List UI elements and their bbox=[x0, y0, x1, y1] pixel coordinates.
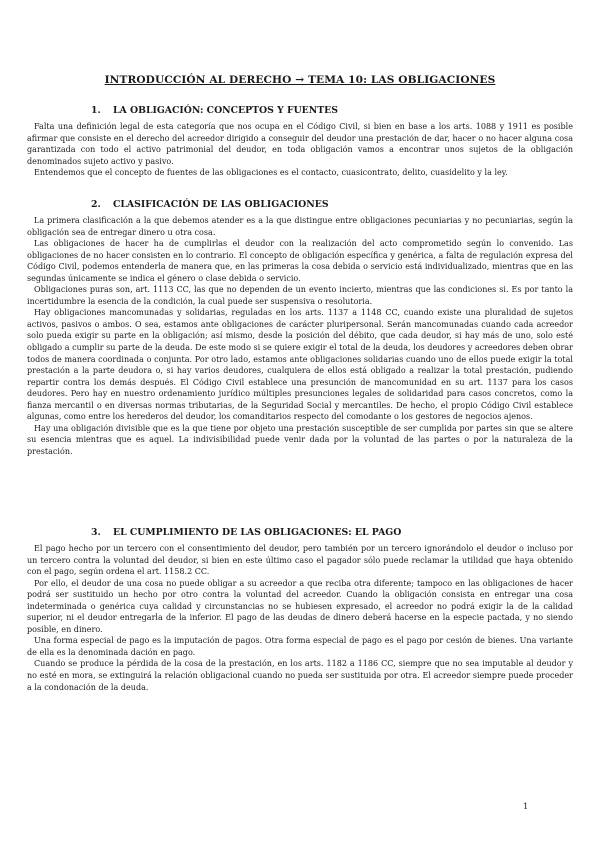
section-heading-2 bbox=[91, 199, 329, 210]
paragraph: La primera clasificación a la que debemos atender es a la que distingue entre obligaciones pecuniarias y no pecuniarias, según la obligación sea de entregar dinero u otra cosa. bbox=[27, 216, 573, 237]
paragraph: Entendemos que el concepto de fuentes de las obligaciones es el contacto, cuasicontrato, delito, cuasidelito y la ley. bbox=[34, 168, 508, 178]
paragraph: Cuando se produce la pérdida de la cosa de la prestación, en los arts. 1182 a 1186 CC, siempre que no sea imputable al deudor y no esté en mora, se extinguirá la relación obligacional cuando no pueda ser sustituida por otra. El acreedor siempre puede proceder a la condonación de la deuda. bbox=[27, 659, 573, 692]
section-number: 3. bbox=[91, 527, 101, 538]
paragraph: Obligaciones puras son, art. 1113 CC, las que no dependen de un evento incierto, mientras que las condiciones si. Es por tanto la incertidumbre la esencia de la condición, la cual puede ser suspensiva o resolutoria. bbox=[27, 285, 573, 306]
section-heading-text: CLASIFICACIÓN DE LAS OBLIGACIONES bbox=[113, 199, 329, 210]
section-heading-3 bbox=[91, 527, 401, 538]
section-heading-text: LA OBLIGACIÓN: CONCEPTOS Y FUENTES bbox=[113, 105, 338, 116]
paragraph: Una forma especial de pago es la imputación de pagos. Otra forma especial de pago es el pago por cesión de bienes. Una variante de ella es la denominada dación en pago. bbox=[27, 636, 573, 657]
paragraph: El pago hecho por un tercero con el consentimiento del deudor, pero también por un tercero ignorándolo el deudor o incluso por un tercero contra la voluntad del deudor, si bien en este último caso el pagador sólo puede reclamar la utilidad que haya obtenido con el pago, según ordena el art. 1158.2 CC. bbox=[27, 544, 573, 577]
section-number: 2. bbox=[91, 199, 101, 210]
page-number: 1 bbox=[523, 801, 529, 811]
section-number: 1. bbox=[91, 105, 101, 116]
paragraph: Falta una definición legal de esta categoría que nos ocupa en el Código Civil, si bien en base a los arts. 1088 y 1911 es posible afirmar que consiste en el derecho del acreedor dirigido a conseguir del deudor una prestación de dar, hacer o no hacer alguna cosa garantizada con todo el activo patrimonial del deudor, en toda obligación vamos a encontrar unos sujetos de la obligación denominados sujeto activo y pasivo. bbox=[27, 122, 573, 166]
paragraph: Hay una obligación divisible que es la que tiene por objeto una prestación susceptible de ser cumplida por partes sin que se altere su esencia mientras que es aquel. La indivisibilidad puede venir dada por la voluntad de las partes o por la naturaleza de la prestación. bbox=[27, 423, 573, 456]
paragraph: Por ello, el deudor de una cosa no puede obligar a su acreedor a que reciba otra diferente; tampoco en las obligaciones de hacer podrá ser sustituido un hecho por otro contra la voluntad del acreedor. Cuando la obligación consista en entregar una cosa indeterminada o genérica cuya calidad y circunstancias no se hubiesen expresado, el acreedor no podrá exigir la de la calidad superior, ni el deudor entregarla de la inferior. El pago de las deudas de dinero deberá hacerse en la especie pactada, y no siendo posible, en dinero. bbox=[27, 578, 573, 634]
page-title: INTRODUCCIÓN AL DERECHO → TEMA 10: LAS OBLIGACIONES bbox=[104, 74, 496, 86]
section-2-body bbox=[27, 215, 573, 457]
paragraph: Hay obligaciones mancomunadas y solidarias, reguladas en los arts. 1137 a 1148 CC, cuando existe una pluralidad de sujetos activos, pasivos o ambos. O sea, estamos ante obligaciones de carácter pluripersonal. Serán mancomunadas cuando cada acreedor solo pueda exigir su parte en la obligación; así mismo, desde la posición del débito, que cada deudor, si hay más de uno, solo esté obligado a cumplir su parte de la deuda. De este modo si se quiere exigir el total de la deuda, los deudores y acreedores deben obrar todos de manera coordinada o conjunta. Por otro lado, estamos ante obligaciones solidarias cuando uno de ellos puede exigir la total prestación a la parte deudora o, si hay varios deudores, cualquiera de ellos está obligado a realizar la total prestación, pudiendo repartir contra los demás después. El Código Civil establece una presunción de mancomunidad en su art. 1137 para los casos deudores. Pero hay en nuestro ordenamiento jurídico múltiples presunciones legales de solidaridad para casos concretos, como la fianza mercantil o en diversas normas tributarias, de la Seguridad Social y mercantiles. De hecho, el propio Código Civil establece algunas, como entre los herederos del deudor, los comanditarios respecto del comodante o los gestores de negocios ajenos. bbox=[27, 308, 573, 422]
section-1-body bbox=[27, 121, 573, 179]
paragraph: Las obligaciones de hacer ha de cumplirlas el deudor con la realización del acto comprometido según lo convenido. Las obligaciones de no hacer consisten en lo contrario. El concepto de obligación específica y genérica, a falta de regulación expresa del Código Civil, podemos entenderla de manera que, en las primeras la cosa debida o servicio está individualizado, mientras que en las segundas únicamente se indica el género o clase debida o servicio. bbox=[27, 239, 573, 283]
section-heading-text: EL CUMPLIMIENTO DE LAS OBLIGACIONES: EL PAGO bbox=[113, 527, 402, 538]
section-3-body bbox=[27, 543, 573, 693]
section-heading-1 bbox=[91, 105, 338, 116]
